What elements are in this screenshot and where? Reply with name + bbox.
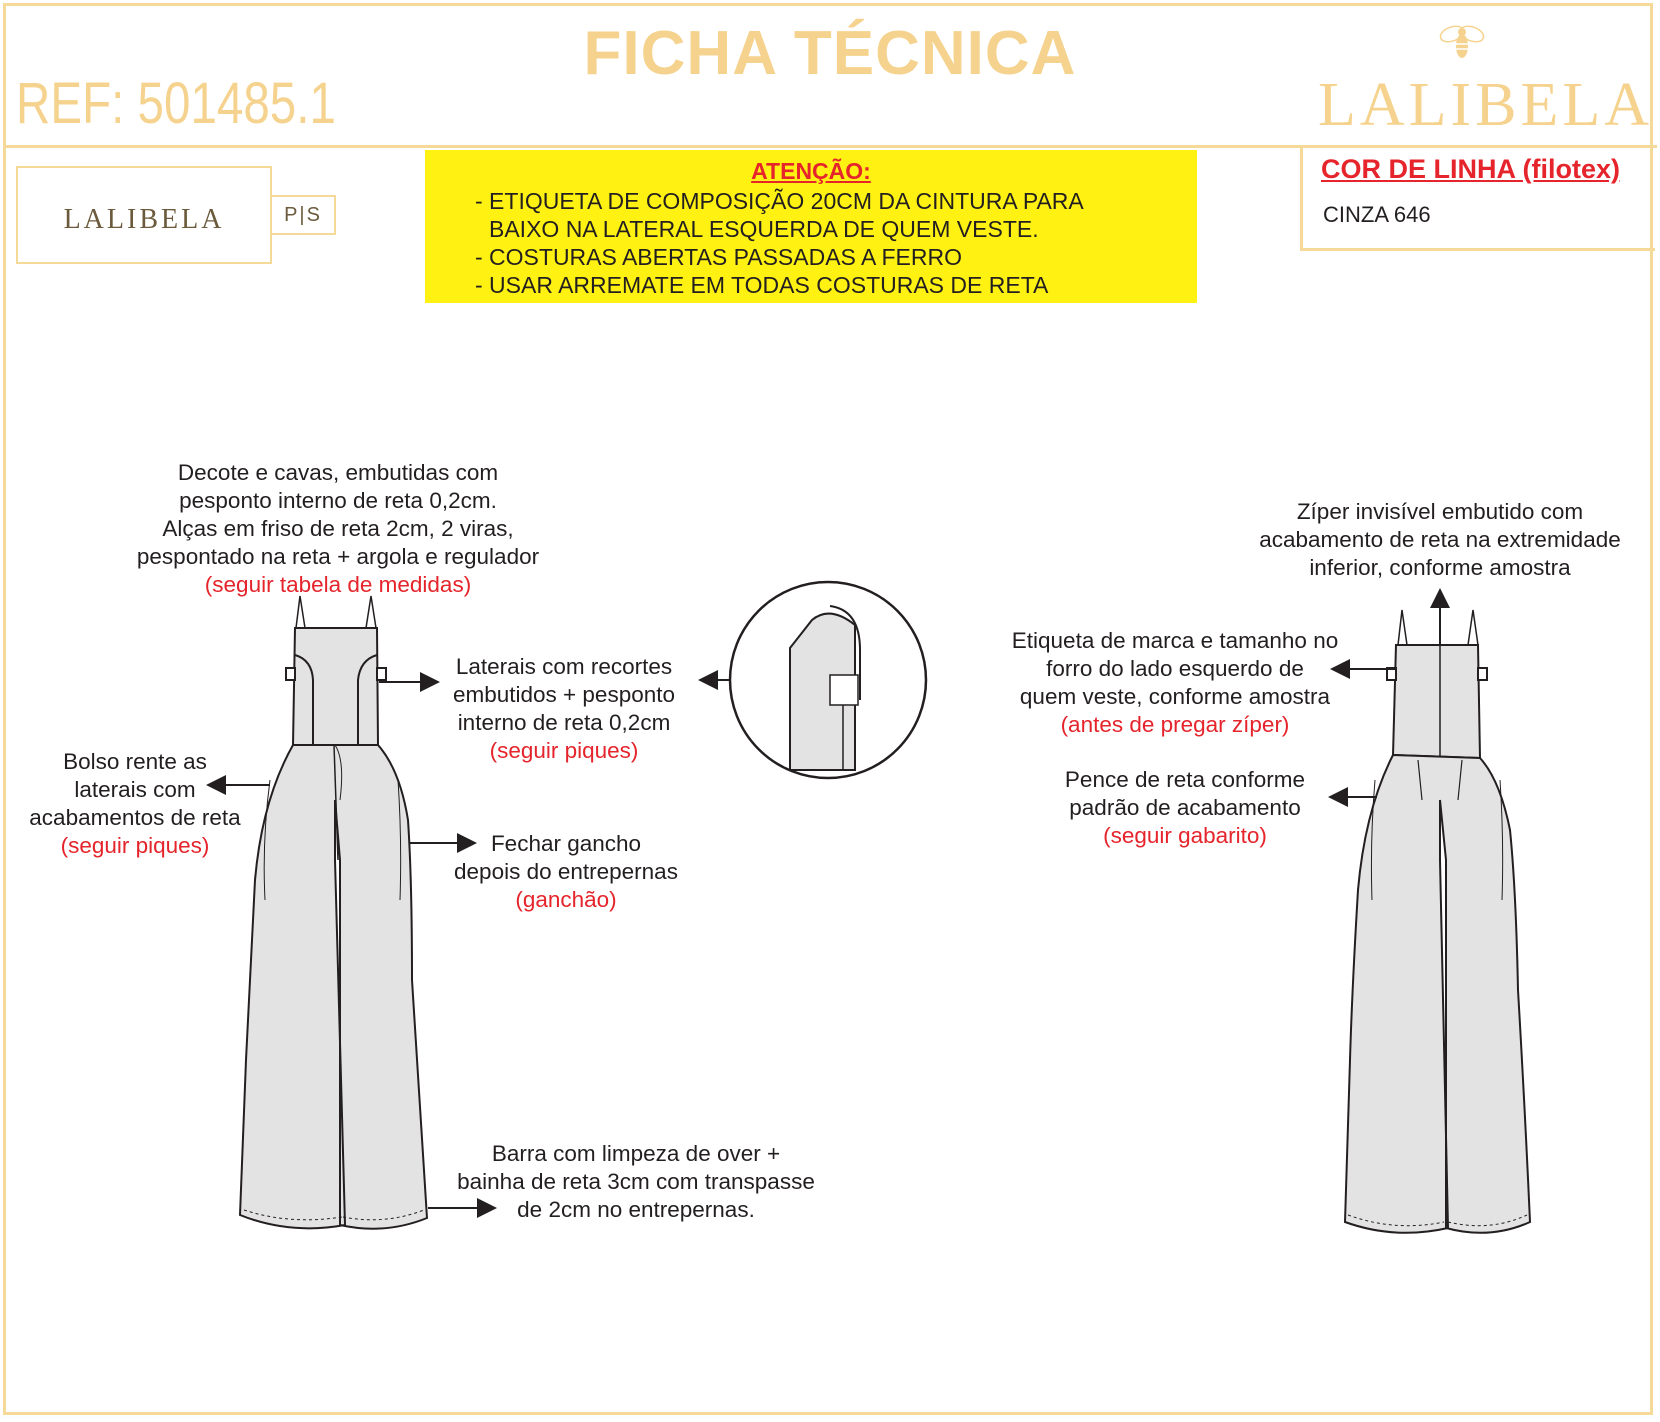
thread-color-title: COR DE LINHA (filotex) bbox=[1321, 154, 1620, 184]
note-line: pespontado na reta + argola e regulador bbox=[136, 544, 540, 569]
note-line: Laterais com recortes bbox=[455, 654, 673, 679]
note-line: bainha de reta 3cm com transpasse bbox=[457, 1169, 815, 1194]
label-brand-text: LALIBELA bbox=[63, 204, 225, 235]
note-line: Fechar gancho bbox=[490, 831, 642, 856]
note-line: pesponto interno de reta 0,2cm. bbox=[179, 488, 497, 513]
note-red-line: (seguir piques) bbox=[60, 833, 210, 858]
note-zipper bbox=[1240, 498, 1640, 582]
note-line: inferior, conforme amostra bbox=[1309, 555, 1571, 580]
attention-line: BAIXO NA LATERAL ESQUERDA DE QUEM VESTE. bbox=[489, 216, 1039, 242]
note-line: depois do entrepernas bbox=[454, 859, 678, 884]
note-line: padrão de acabamento bbox=[1069, 795, 1301, 820]
note-neckline bbox=[113, 459, 563, 599]
note-red-line: (antes de pregar zíper) bbox=[1060, 712, 1290, 737]
note-line: Decote e cavas, embutidas com bbox=[177, 460, 499, 485]
note-line: de 2cm no entrepernas. bbox=[517, 1197, 755, 1222]
detail-magnifier bbox=[730, 582, 926, 778]
note-line: Alças em friso de reta 2cm, 2 viras, bbox=[162, 516, 514, 541]
note-line: Barra com limpeza de over + bbox=[491, 1141, 781, 1166]
size-tab: P|S bbox=[272, 195, 336, 235]
note-line: Bolso rente as bbox=[63, 749, 207, 774]
note-sides bbox=[434, 653, 694, 765]
attention-line: - USAR ARREMATE EM TODAS COSTURAS DE RETA bbox=[475, 272, 1049, 298]
brand-logo: LALIBELA bbox=[1318, 71, 1654, 139]
note-pocket bbox=[10, 748, 260, 860]
reference-number: REF: 501485.1 bbox=[16, 71, 336, 136]
note-line: Etiqueta de marca e tamanho no bbox=[1011, 628, 1339, 653]
note-line: embutidos + pesponto bbox=[452, 682, 676, 707]
front-view-jumpsuit bbox=[240, 596, 427, 1229]
back-view-jumpsuit bbox=[1345, 610, 1530, 1233]
note-crotch bbox=[436, 830, 696, 914]
note-brand-label bbox=[985, 627, 1365, 739]
note-line: laterais com bbox=[74, 777, 196, 802]
note-dart bbox=[1040, 766, 1330, 850]
thread-color-value: CINZA 646 bbox=[1323, 202, 1431, 227]
attention-title: ATENÇÃO: bbox=[751, 158, 871, 184]
note-line: acabamentos de reta bbox=[29, 805, 241, 830]
note-line: forro do lado esquerdo de bbox=[1046, 656, 1304, 681]
note-hem bbox=[436, 1140, 836, 1224]
note-line: Zíper invisível embutido com bbox=[1296, 499, 1584, 524]
note-line: interno de reta 0,2cm bbox=[457, 710, 671, 735]
note-red-line: (seguir piques) bbox=[489, 738, 639, 763]
note-red-line: (seguir gabarito) bbox=[1103, 823, 1267, 848]
page-title: FICHA TÉCNICA bbox=[583, 19, 1077, 88]
note-line: acabamento de reta na extremidade bbox=[1259, 527, 1621, 552]
attention-line: - COSTURAS ABERTAS PASSADAS A FERRO bbox=[475, 244, 962, 270]
note-line: Pence de reta conforme bbox=[1064, 767, 1306, 792]
note-red-line: (seguir tabela de medidas) bbox=[204, 572, 472, 597]
note-line: quem veste, conforme amostra bbox=[1019, 684, 1331, 709]
note-red-line: (ganchão) bbox=[515, 887, 617, 912]
attention-line: - ETIQUETA DE COMPOSIÇÃO 20CM DA CINTURA PARA bbox=[475, 188, 1084, 214]
